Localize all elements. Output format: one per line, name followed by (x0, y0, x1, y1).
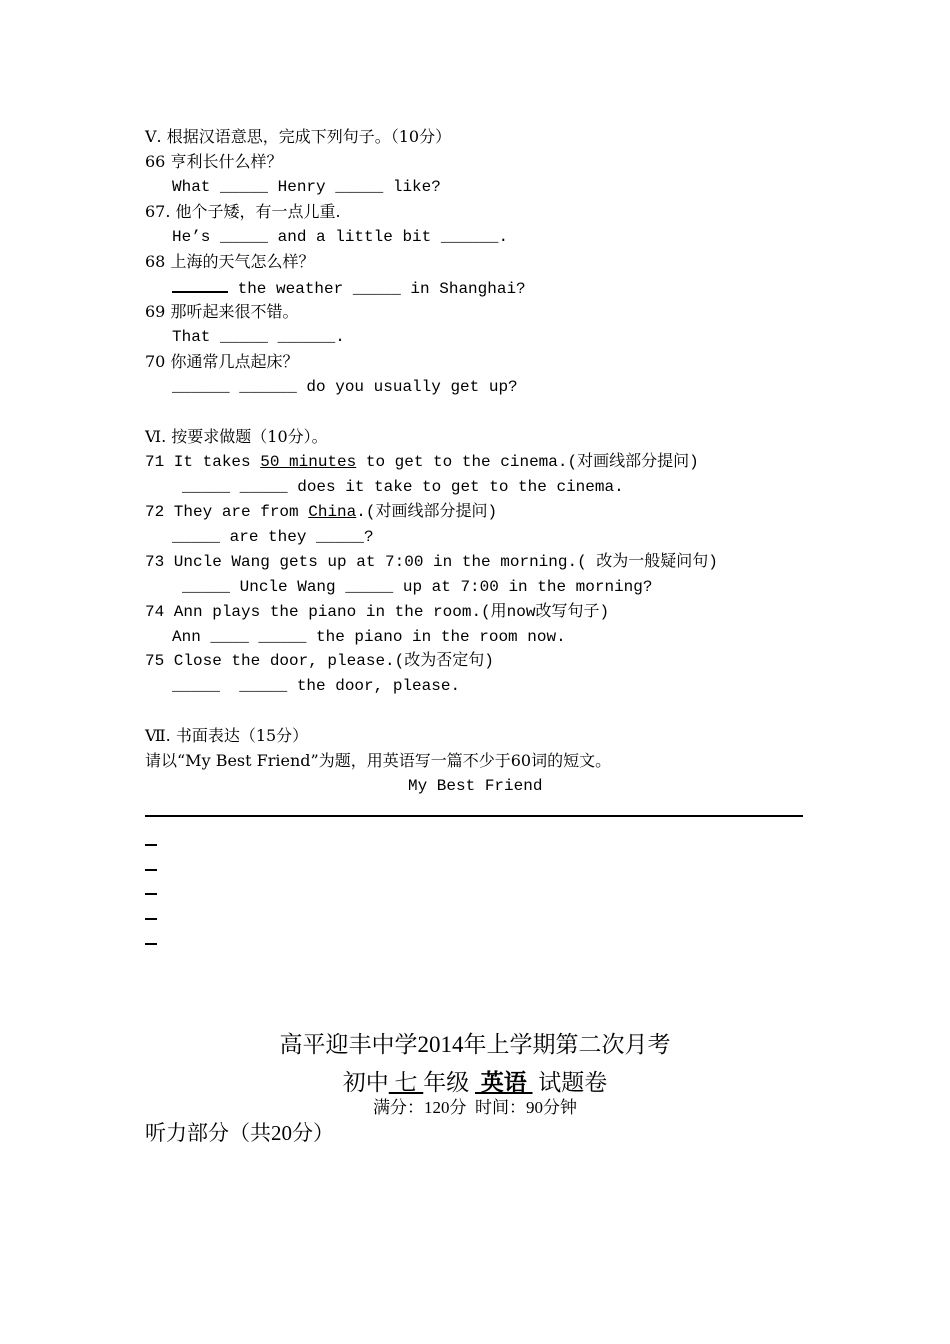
q67-chinese: 67. 他个子矮，有一点儿重. (145, 202, 341, 221)
q72-underlined: China (308, 503, 357, 521)
section7-heading: Ⅶ. 书面表达（15分） (145, 726, 309, 745)
q73-answer: _____ Uncle Wang _____ up at 7:00 in the morning? (182, 578, 653, 596)
q70-english: ______ ______ do you usually get up? (172, 378, 518, 396)
writing-prompt: 请以“My Best Friend”为题，用英语写一篇不少于60词的短文。 (145, 751, 612, 770)
writing-line-stub (145, 893, 157, 895)
q66-chinese: 66 亨利长什么样？ (145, 152, 283, 171)
writing-line-stub (145, 869, 157, 871)
q72-answer: _____ are they _____? (172, 528, 374, 546)
q66-english: What _____ Henry _____ like? (172, 178, 441, 196)
q72-text-post: .(对画线部分提问) (356, 503, 498, 521)
grade-value: 七 (388, 1070, 424, 1095)
q68-english (172, 277, 526, 299)
section6-heading: Ⅵ. 按要求做题（10分）。 (145, 427, 328, 446)
q67-english: He’s _____ and a little bit ______. (172, 228, 509, 246)
q71-underlined: 50 minutes (260, 453, 357, 471)
q68-english-text: the weather _____ in Shanghai? (228, 280, 526, 298)
listening-section-heading: 听力部分（共20分） (145, 1121, 334, 1145)
q71-text-post: to get to the cinema.(对画线部分提问) (356, 453, 699, 471)
writing-line-stub (145, 943, 157, 945)
q68-chinese: 68 上海的天气怎么样？ (145, 252, 315, 271)
q68-blank-line (172, 277, 228, 293)
grade-prefix: 初中 (342, 1070, 389, 1095)
q69-chinese: 69 那听起来很不错。 (145, 302, 299, 321)
q69-english: That _____ ______. (172, 328, 345, 346)
essay-title: My Best Friend (408, 777, 543, 795)
grade-subject-line (0, 1068, 950, 1098)
q72-question (145, 502, 497, 522)
grade-suffix: 试题卷 (532, 1070, 608, 1095)
q70-chinese: 70 你通常几点起床？ (145, 352, 299, 371)
q75-question: 75 Close the door, please.(改为否定句) (145, 652, 494, 670)
subject-value: 英语 (475, 1070, 533, 1095)
q74-answer: Ann ____ _____ the piano in the room now. (172, 628, 566, 646)
section5-heading: Ⅴ. 根据汉语意思，完成下列句子。（10分） (145, 127, 452, 146)
grade-label: 年级 (423, 1070, 475, 1095)
q73-question: 73 Uncle Wang gets up at 7:00 in the morning.( 改为一般疑问句) (145, 553, 718, 571)
school-exam-title: 高平迎丰中学2014年上学期第二次月考 (279, 1032, 671, 1057)
q75-answer: _____ _____ the door, please. (172, 677, 461, 695)
q74-question: 74 Ann plays the piano in the room.(用now改写句子) (145, 603, 610, 621)
writing-line (145, 815, 803, 817)
score-time: 满分：120分 时间：90分钟 (373, 1098, 577, 1117)
writing-line-stub (145, 844, 157, 846)
q71-text-pre: 71 It takes (145, 453, 261, 471)
q71-question (145, 452, 699, 472)
writing-line-stub (145, 918, 157, 920)
q72-text-pre: 72 They are from (145, 503, 309, 521)
q71-answer: _____ _____ does it take to get to the cinema. (182, 478, 624, 496)
